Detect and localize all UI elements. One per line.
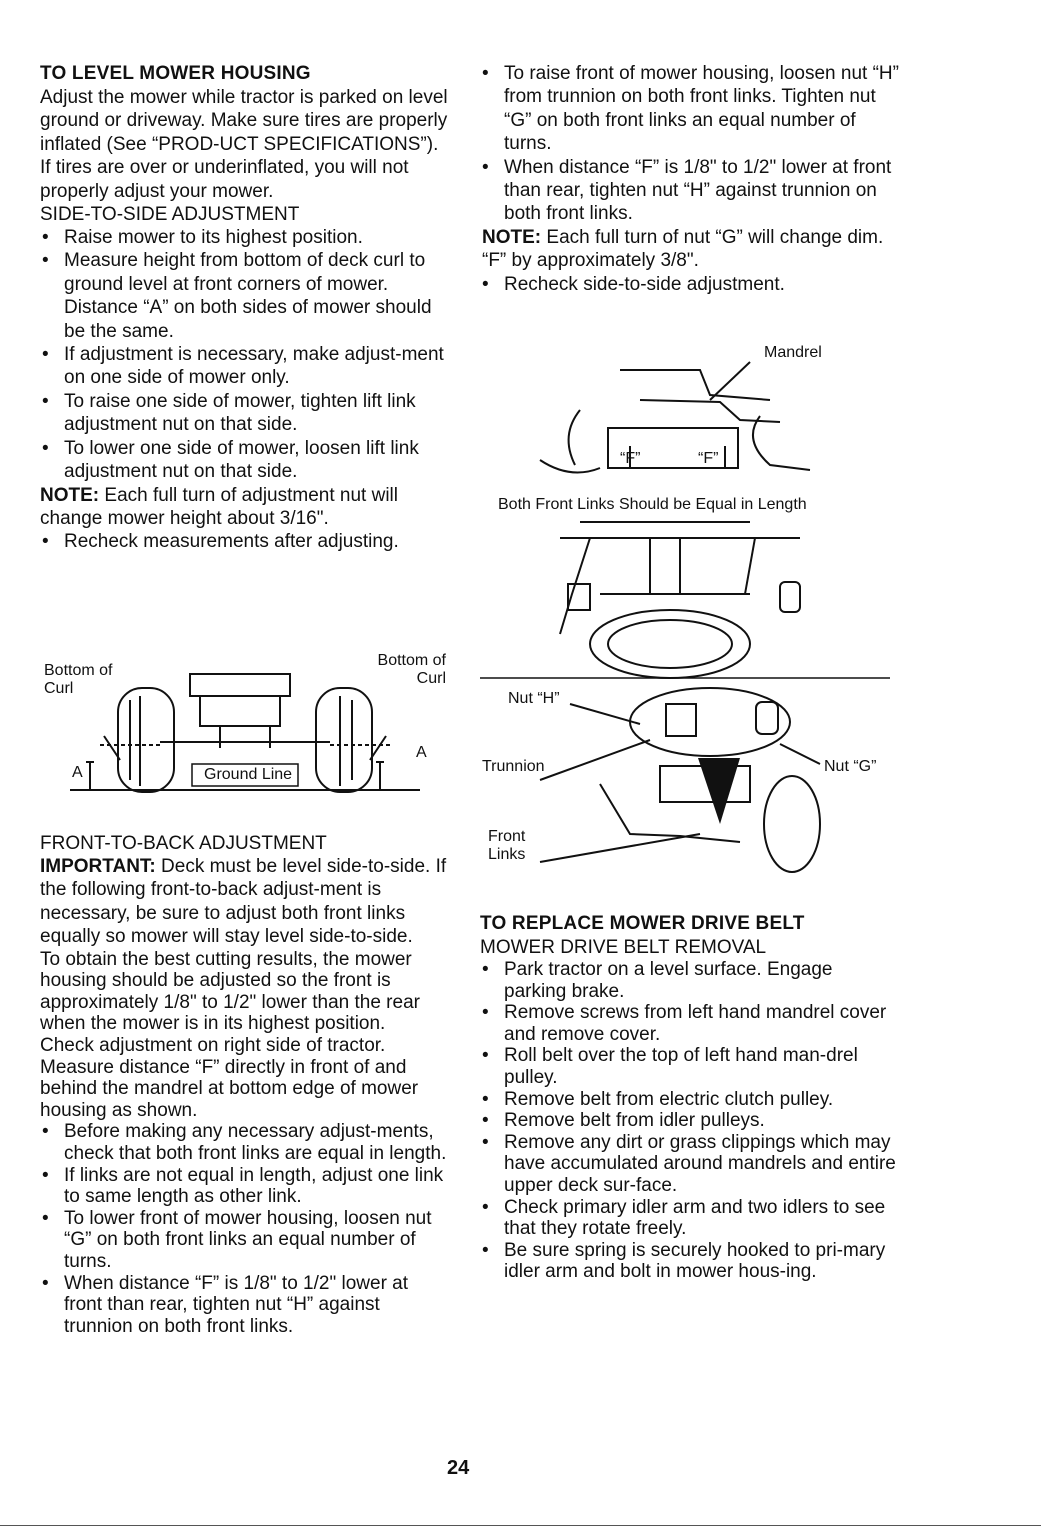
list-item: • Recheck side-to-side adjustment. [480, 273, 900, 296]
equal-links-caption: Both Front Links Should be Equal in Length [498, 496, 807, 513]
note-text: Each full turn of adjustment nut will change mower height about 3/16". [40, 484, 398, 529]
list-item: • To lower front of mower housing, loosen nut “G” on both front links an equal number of turns. [40, 1208, 450, 1273]
list-item: • Roll belt over the top of left hand man-drel pulley. [480, 1045, 900, 1088]
list-item: • Remove belt from electric clutch pulley. [480, 1089, 900, 1111]
list-item: • Remove screws from left hand mandrel cover and remove cover. [480, 1002, 900, 1045]
f-right-label: “F” [698, 450, 719, 467]
right-column [480, 62, 900, 296]
front-links-label: Front Links [488, 828, 526, 863]
note-text: Each full turn of nut “G” will change dim. “F” by approximately 3/8". [482, 226, 884, 272]
list-item: • If links are not equal in length, adjust one link to same length as other link. [40, 1165, 450, 1208]
list-item: • Park tractor on a level surface. Engage parking brake. [480, 959, 900, 1002]
list-item: • If adjustment is necessary, make adjust-ment on one side of mower only. [40, 343, 450, 390]
note-paragraph [40, 484, 450, 531]
raise-front-list [480, 62, 900, 226]
front-links-figure [480, 684, 890, 874]
deck-level-figure [40, 650, 450, 800]
f-left-label: “F” [620, 450, 641, 467]
distance-a-right-label: A [416, 744, 427, 761]
ground-line-label: Ground Line [204, 766, 293, 783]
list-item: • Be sure spring is securely hooked to pri-mary idler arm and bolt in mower hous-ing. [480, 1240, 900, 1283]
list-item: • Recheck measurements after adjusting. [40, 530, 450, 553]
note-label: NOTE: [40, 484, 100, 506]
front-to-back-heading: FRONT-TO-BACK ADJUSTMENT [40, 833, 327, 854]
side-to-side-list [40, 226, 450, 483]
note-label: NOTE: [482, 226, 542, 248]
belt-removal-list [480, 959, 900, 1283]
important-paragraph [40, 855, 450, 949]
check-adjustment-paragraph: Check adjustment on right side of tractor. Measure distance “F” directly in front of and behind the mandrel at bottom edge of mower housing as shown. [40, 1035, 419, 1121]
equal-links-drawing [480, 494, 890, 680]
list-item: • Check primary idler arm and two idlers to see that they rotate freely. [480, 1197, 900, 1240]
front-to-back-list [40, 1121, 450, 1337]
right-column-lower [480, 912, 900, 1283]
bottom-of-curl-right-label: Bottom of Curl [377, 652, 446, 687]
side-to-side-heading: SIDE-TO-SIDE ADJUSTMENT [40, 204, 300, 226]
mandrel-label: Mandrel [764, 344, 822, 361]
belt-removal-heading: MOWER DRIVE BELT REMOVAL [480, 937, 767, 958]
list-item: • Raise mower to its highest position. [40, 226, 450, 249]
list-item: • Before making any necessary adjust-ments, check that both front links are equal in length. [40, 1121, 450, 1164]
best-cutting-paragraph: To obtain the best cutting results, the mower housing should be adjusted so the front is approximately 1/8" to 1/2" lower than the rear when the mower is in its highest position. [40, 948, 420, 1035]
page-number: 24 [447, 1457, 470, 1479]
level-intro-paragraph: Adjust the mower while tractor is parked on level ground or driveway. Make sure tires are properly inflated (See “PROD-UCT SPECIFICATIONS”). If tires are over or underinflated, you will not properly adjust your mower. [40, 87, 448, 202]
note-paragraph [482, 226, 900, 273]
bottom-of-curl-left-label: Bottom of Curl [44, 662, 113, 697]
list-item: • To raise one side of mower, tighten lift link adjustment nut on that side. [40, 390, 450, 437]
important-text: Deck must be level side-to-side. If the following front-to-back adjust-ment is necessary, be sure to adjust both front links equally so mower will stay level side-to-side. [40, 856, 447, 948]
list-item: • Measure height from bottom of deck curl to ground level at front corners of mower. Distance “A” on both sides of mower should be the same. [40, 249, 450, 343]
nut-h-label: Nut “H” [508, 690, 560, 707]
mandrel-drawing [480, 340, 890, 480]
equal-links-figure [480, 494, 890, 680]
list-item: • When distance “F” is 1/8" to 1/2" lower at front than rear, tighten nut “H” against trunnion on both front links. [40, 1273, 450, 1338]
replace-belt-title: TO REPLACE MOWER DRIVE BELT [480, 913, 805, 934]
list-item: • When distance “F” is 1/8" to 1/2" lower at front than rear, tighten nut “H” against trunnion on both front links. [480, 156, 900, 226]
left-column [40, 62, 450, 554]
important-label: IMPORTANT: [40, 856, 156, 877]
list-item: • Remove any dirt or grass clippings which may have accumulated around mandrels and entire upper deck sur-face. [480, 1132, 900, 1197]
list-item: • To raise front of mower housing, loosen nut “H” from trunnion on both front links. Tighten nut “G” on both front links an equal number of turns. [480, 62, 900, 156]
trunnion-label: Trunnion [482, 758, 545, 775]
page-edge-divider [0, 1525, 1041, 1526]
left-column-lower [40, 832, 450, 1337]
list-item: • To lower one side of mower, loosen lift link adjustment nut on that side. [40, 437, 450, 484]
level-housing-title: TO LEVEL MOWER HOUSING [40, 63, 311, 84]
distance-a-left-label: A [72, 764, 83, 781]
mandrel-figure [480, 340, 890, 480]
recheck-list [480, 273, 900, 296]
list-item: • Remove belt from idler pulleys. [480, 1110, 900, 1132]
nut-g-label: Nut “G” [824, 758, 877, 775]
recheck-list [40, 530, 450, 553]
